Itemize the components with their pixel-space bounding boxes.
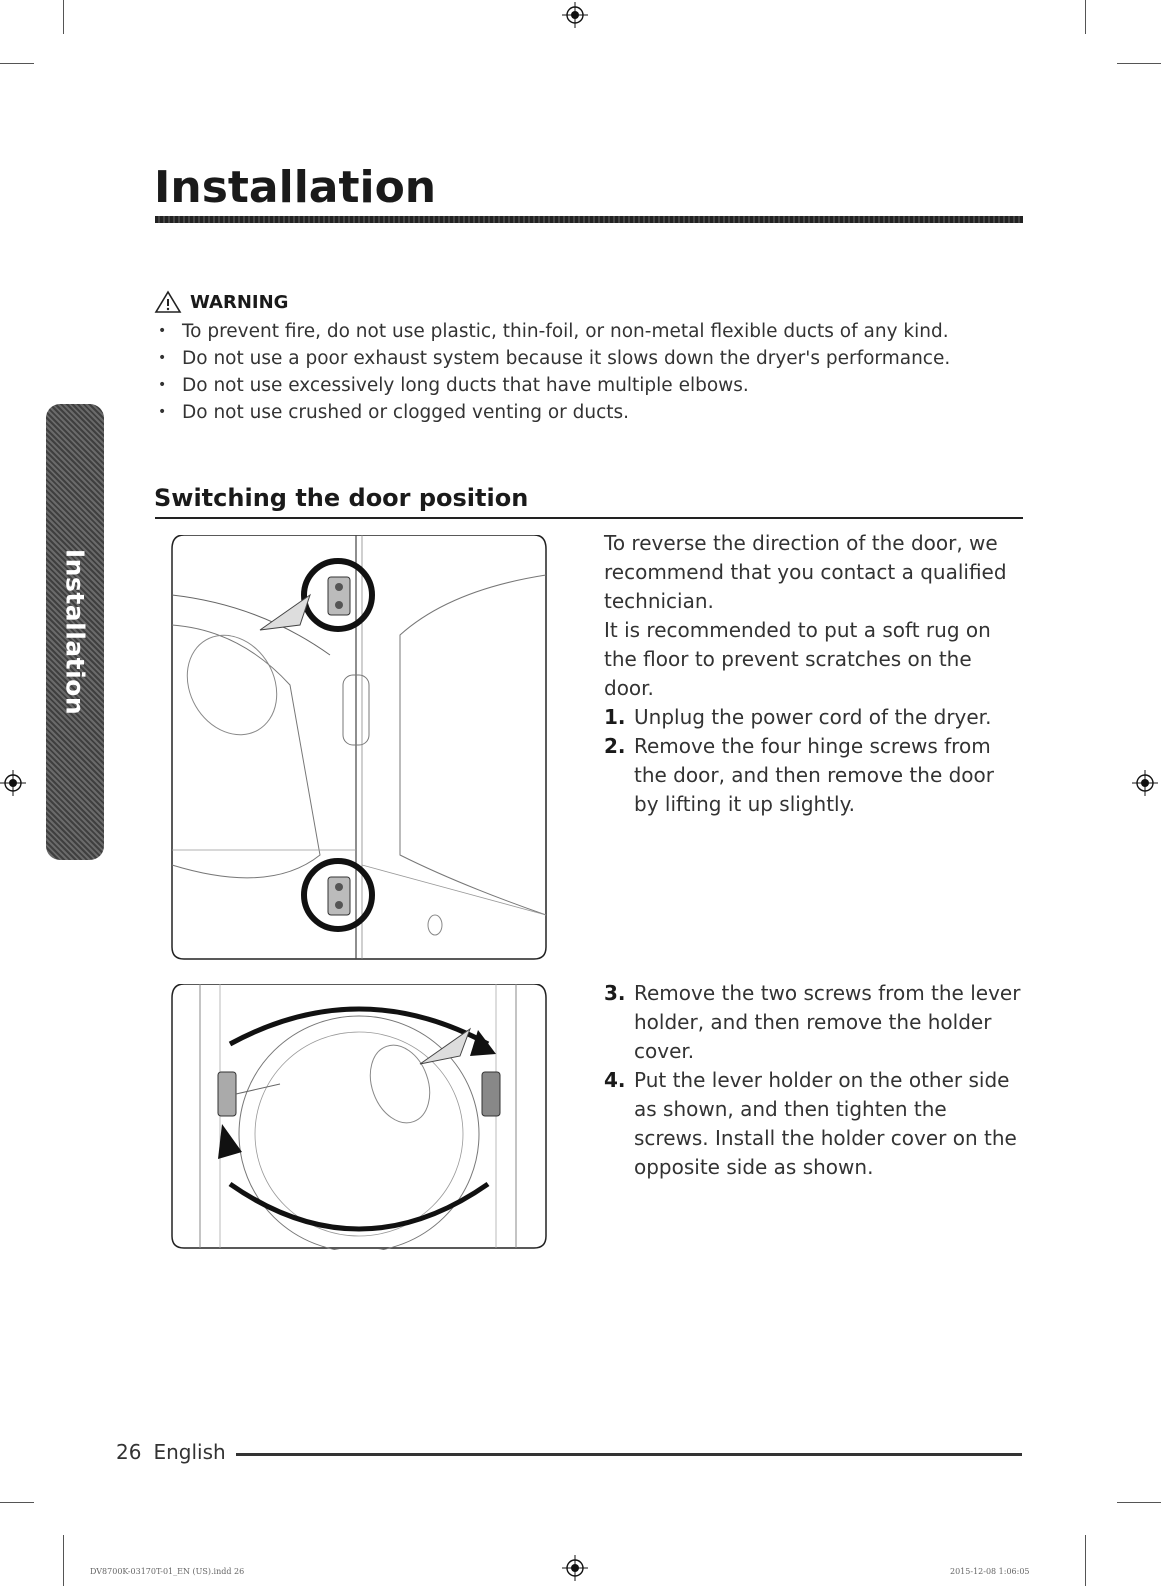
- intro-paragraph: It is recommended to put a soft rug on the floor to prevent scratches on the door.: [604, 618, 991, 700]
- crop-mark: [63, 0, 64, 34]
- page-number: 26: [116, 1440, 142, 1464]
- warning-item: • To prevent fire, do not use plastic, thin-foil, or non-metal flexible ducts of any kind.: [150, 318, 1030, 345]
- crop-mark: [1085, 1535, 1086, 1586]
- warning-list: [150, 318, 1030, 426]
- crop-mark: [1117, 1502, 1161, 1503]
- print-slug-left: DV8700K-03170T-01_EN (US).indd 26: [90, 1567, 245, 1576]
- section-title: Switching the door position: [154, 484, 529, 512]
- warning-item: • Do not use crushed or clogged venting or ducts.: [150, 399, 1030, 426]
- step-text: Unplug the power cord of the dryer.: [634, 705, 992, 729]
- door-hinge-illustration: [170, 535, 548, 961]
- warning-block: [150, 290, 1030, 426]
- side-tab-label: Installation: [60, 548, 90, 716]
- crop-mark: [1085, 0, 1086, 34]
- crop-mark: [0, 1502, 34, 1503]
- warning-triangle-icon: [154, 290, 182, 314]
- page-footer: [116, 1440, 226, 1464]
- crop-mark: [1117, 63, 1161, 64]
- warning-heading-label: WARNING: [190, 291, 289, 313]
- warning-heading: [154, 290, 1030, 314]
- instructions-part-2: [604, 979, 1024, 1182]
- crop-mark: [0, 63, 34, 64]
- crop-mark: [63, 1535, 64, 1586]
- warning-item: • Do not use excessively long ducts that have multiple elbows.: [150, 372, 1030, 399]
- print-slug-right: 2015-12-08 1:06:05: [950, 1567, 1030, 1576]
- step-number: 3.: [604, 981, 626, 1005]
- instructions-part-1: [604, 529, 1024, 819]
- step-number: 1.: [604, 705, 626, 729]
- title-rule: [155, 216, 1023, 223]
- side-tab: [46, 404, 104, 860]
- step-text: Remove the four hinge screws from the door, and then remove the door by lifting it up slightly.: [634, 734, 994, 816]
- step-number: 4.: [604, 1068, 626, 1092]
- step-item: [604, 1066, 1024, 1182]
- footer-language: English: [153, 1440, 226, 1464]
- page-title: Installation: [154, 162, 437, 213]
- footer-rule: [236, 1453, 1022, 1456]
- step-item: [604, 732, 1024, 819]
- registration-mark-icon: [1132, 770, 1158, 796]
- step-item: [604, 703, 1024, 732]
- lever-holder-illustration: [170, 984, 548, 1250]
- registration-mark-icon: [562, 1555, 588, 1581]
- step-text: Remove the two screws from the lever holder, and then remove the holder cover.: [634, 981, 1021, 1063]
- step-text: Put the lever holder on the other side as shown, and then tighten the screws. Install the holder cover on the opposite side as shown.: [634, 1068, 1017, 1179]
- step-number: 2.: [604, 734, 626, 758]
- warning-item: • Do not use a poor exhaust system because it slows down the dryer's performance.: [150, 345, 1030, 372]
- section-rule: [155, 517, 1023, 519]
- step-item: [604, 979, 1024, 1066]
- registration-mark-icon: [562, 2, 588, 28]
- registration-mark-icon: [0, 770, 26, 796]
- intro-paragraph: To reverse the direction of the door, we recommend that you contact a qualified technician.: [604, 531, 1007, 613]
